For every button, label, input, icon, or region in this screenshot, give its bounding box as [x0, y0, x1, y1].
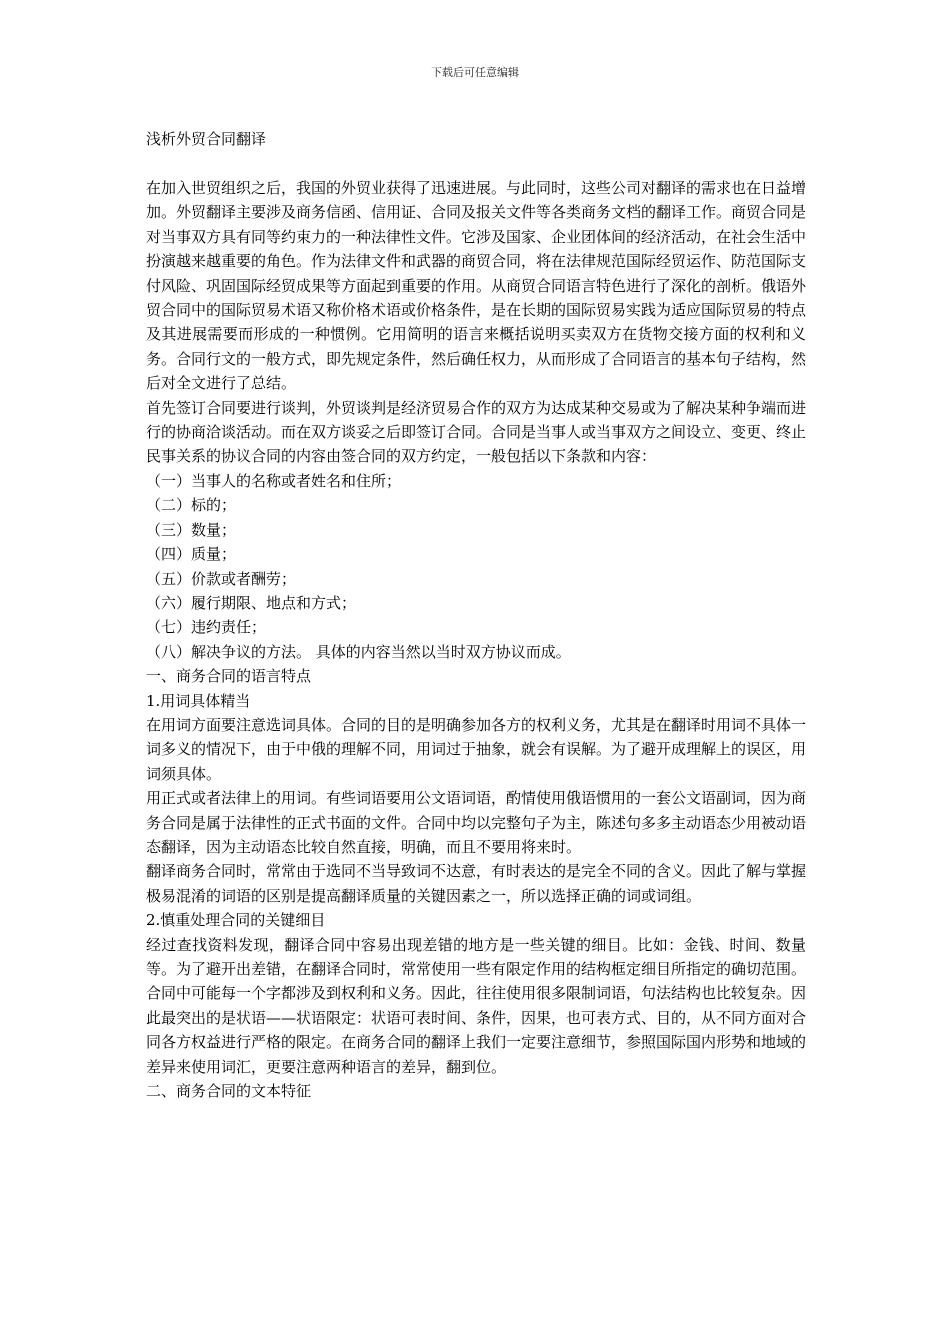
list-item: （七）违约责任；: [146, 618, 267, 637]
list-item: 2.慎重处理合同的关键细目: [146, 911, 326, 930]
list-item: 二、商务合同的文本特征: [146, 1082, 312, 1101]
paragraph: 在加入世贸组织之后，我国的外贸业获得了迅速进展。与此同时，这些公司对翻译的需求也在日益增加。外贸翻译主要涉及商务信函、信用证、合同及报关文件等各类商务文档的翻译工作。商贸合同是对当事双方具有同等约束力的一种法律性文件。它涉及国家、企业团体间的经济活动，在社会生活中扮演越来越重要的角色。作为法律文件和武器的商贸合同，将在法律规范国际经贸运作、防范国际支付风险、巩固国际经贸成果等方面起到重要的作用。从商贸合同语言特色进行了深化的剖析。俄语外贸合同中的国际贸易术语又称价格术语或价格条件，是在长期的国际贸易实践为适应国际贸易的特点及其进展需要而形成的一种惯例。它用简明的语言来概括说明买卖双方在货物交接方面的权利和义务。合同行文的一般方式，即先规定条件，然后确任权力，从而形成了合同语言的基本句子结构，然后对全文进行了总结。: [146, 179, 807, 393]
list-item: （六）履行期限、地点和方式；: [146, 593, 357, 612]
document-title: 浅析外贸合同翻译: [146, 130, 267, 148]
list-item: 1.用词具体精当: [146, 691, 251, 710]
list-item: （一）当事人的名称或者姓名和住所；: [146, 471, 402, 490]
list-item: （八）解决争议的方法。 具体的内容当然以当时双方协议而成。: [146, 642, 571, 661]
list-item: 一、商务合同的语言特点: [146, 667, 312, 686]
paragraph: 翻译商务合同时，常常由于选同不当导致词不达意，有时表达的是完全不同的含义。因此了解与掌握极易混淆的词语的区别是提高翻译质量的关键因素之一，所以选择正确的词或词组。: [146, 862, 807, 905]
list-item: （三）数量；: [146, 520, 237, 539]
list-item: （四）质量；: [146, 545, 237, 564]
document-body: [146, 176, 806, 1103]
paragraph: 首先签订合同要进行谈判，外贸谈判是经济贸易合作的双方为达成某种交易或为了解决某种争端而进行的协商洽谈活动。而在双方谈妥之后即签订合同。合同是当事人或当事双方之间设立、变更、终止民事关系的协议合同的内容由签合同的双方约定，一般包括以下条款和内容：: [146, 398, 807, 466]
list-item: （二）标的；: [146, 496, 237, 515]
paragraph: 经过查找资料发现，翻译合同中容易出现差错的地方是一些关键的细目。比如：金钱、时间、数量等。为了避开出差错，在翻译合同时，常常使用一些有限定作用的结构框定细目所指定的确切范围。合同中可能每一个字都涉及到权利和义务。因此，往往使用很多限制词语，句法结构也比较复杂。因此最突出的是状语——状语限定：状语可表时间、条件，因果，也可表方式、目的，从不同方面对合同各方权益进行严格的限定。在商务合同的翻译上我们一定要注意细节，参照国际国内形势和地域的差异来使用词汇，更要注意两种语言的差异，翻到位。: [146, 935, 807, 1076]
paragraph: 用正式或者法律上的用词。有些词语要用公文语词语，酌情使用俄语惯用的一套公文语副词，因为商务合同是属于法律性的正式书面的文件。合同中均以完整句子为主，陈述句多多主动语态少用被动语态翻译，因为主动语态比较自然直接，明确，而且不要用将来时。: [146, 789, 807, 856]
list-item: （五）价款或者酬劳；: [146, 569, 297, 588]
paragraph: 在用词方面要注意选词具体。合同的目的是明确参加各方的权利义务，尤其是在翻译时用词不具体一词多义的情况下，由于中俄的理解不同，用词过于抽象，就会有误解。为了避开成理解上的误区，用词须具体。: [146, 715, 807, 783]
page-header: 下载后可任意编辑: [431, 66, 519, 79]
